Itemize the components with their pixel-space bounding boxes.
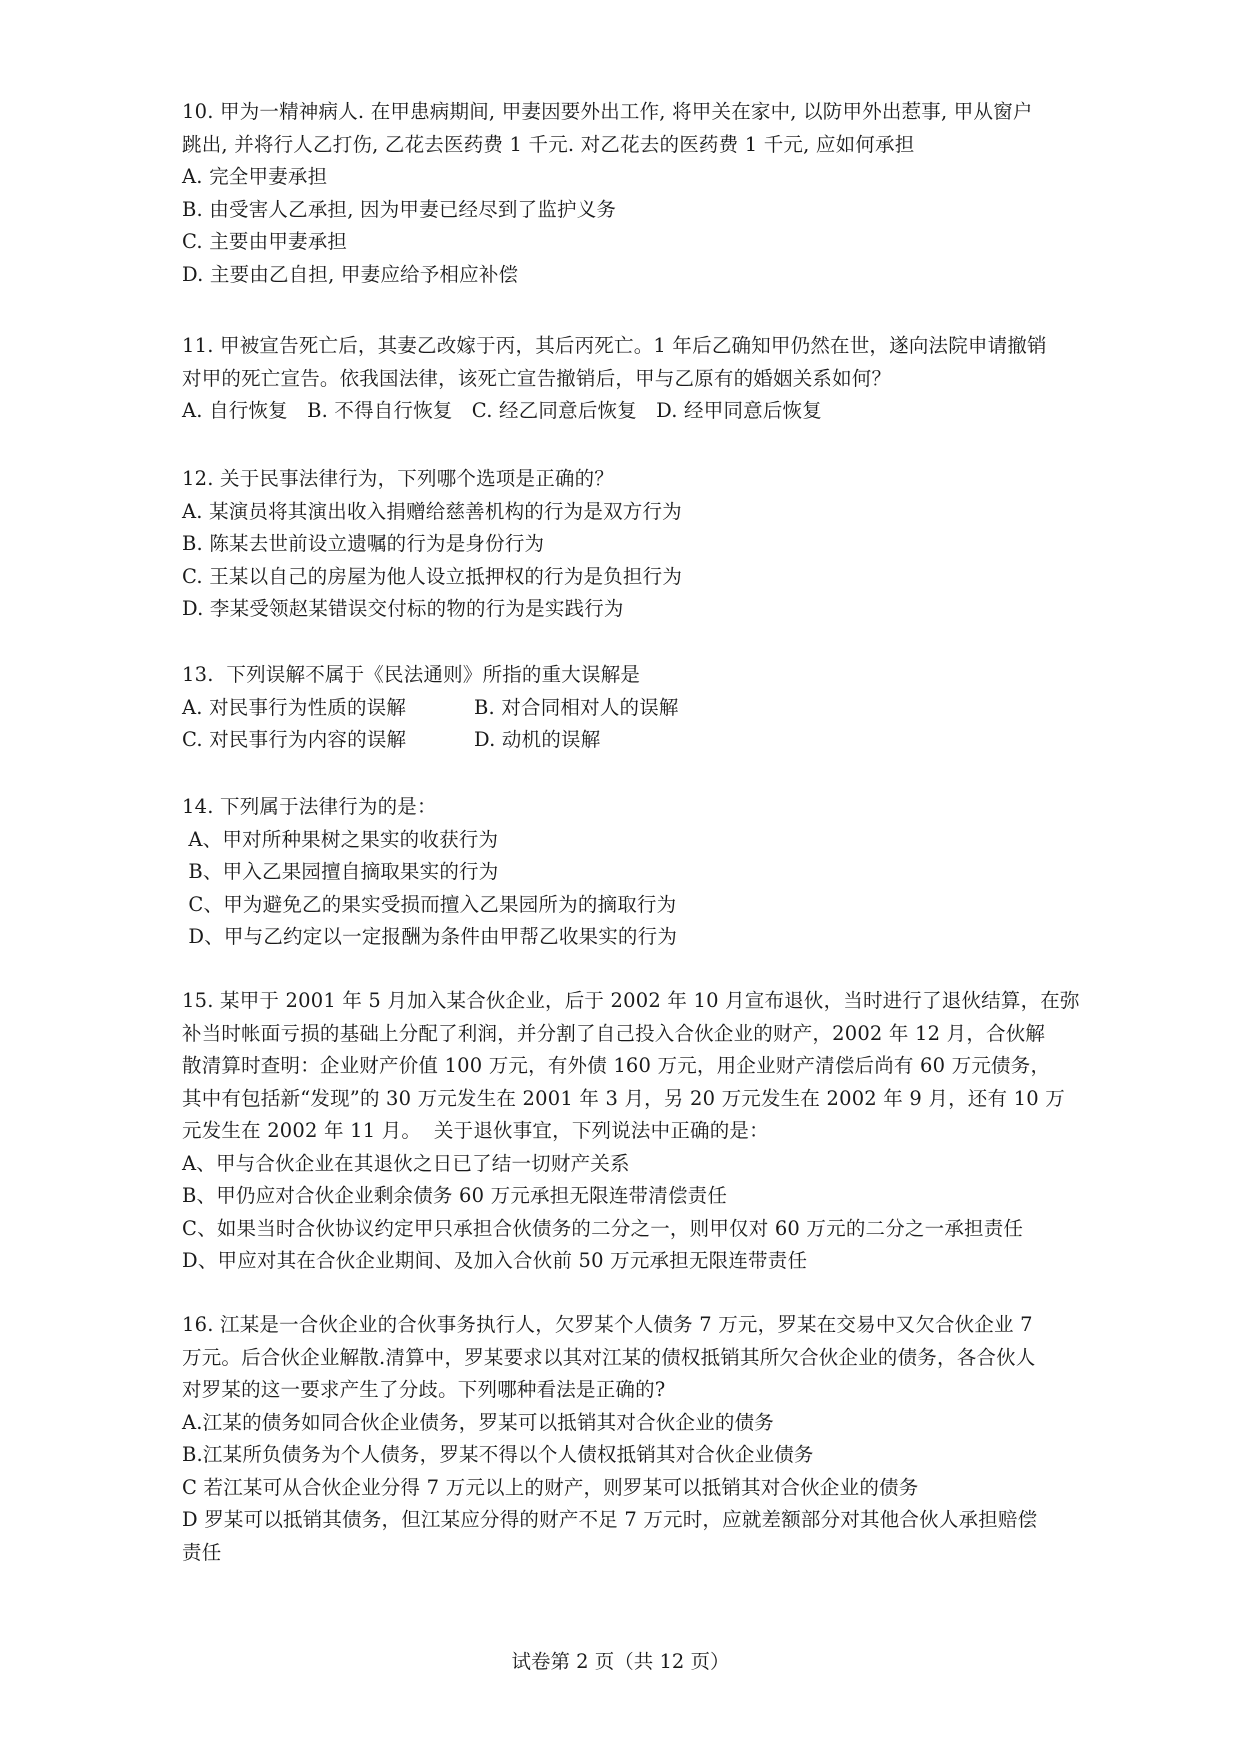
question-16-option-b: B.江某所负债务为个人债务，罗某不得以个人债权抵销其对合伙企业债务 — [182, 1443, 814, 1466]
question-14 — [182, 791, 1132, 954]
question-13-option-b: B. 对合同相对人的误解 — [474, 695, 679, 719]
question-14-stem: 14. 下列属于法律行为的是： — [182, 795, 437, 818]
question-10-stem-line-1: 10. 甲为一精神病人. 在甲患病期间, 甲妻因要外出工作, 将甲关在家中, 以防甲外出惹事, 甲从窗户 — [182, 100, 1033, 123]
question-11-stem-line-1: 11. 甲被宣告死亡后，其妻乙改嫁于丙，其后丙死亡。1 年后乙确知甲仍然在世，遂向法院申请撤销 — [182, 334, 1047, 357]
question-10-option-b: B. 由受害人乙承担, 因为甲妻已经尽到了监护义务 — [182, 197, 617, 221]
question-10 — [182, 96, 1132, 291]
question-15-stem-line-3: 散清算时查明：企业财产价值 100 万元，有外债 160 万元，用企业财产清偿后尚有 60 万元债务， — [182, 1054, 1051, 1077]
question-14-option-a: A、甲对所种果树之果实的收获行为 — [182, 827, 499, 851]
question-16-option-d-line-1: D 罗某可以抵销其债务，但江某应分得的财产不足 7 万元时，应就差额部分对其他合伙人承担赔偿 — [182, 1508, 1038, 1531]
question-10-option-d: D. 主要由乙自担, 甲妻应给予相应补偿 — [182, 262, 519, 286]
question-13-option-a: A. 对民事行为性质的误解 — [182, 695, 407, 719]
page-footer: 试卷第 2 页（共 12 页） — [511, 1650, 730, 1673]
question-16-stem-line-1: 16. 江某是一合伙企业的合伙事务执行人，欠罗某个人债务 7 万元，罗某在交易中又欠合伙企业 7 — [182, 1313, 1033, 1336]
question-11-options: A. 自行恢复 B. 不得自行恢复 C. 经乙同意后恢复 D. 经甲同意后恢复 — [182, 399, 822, 422]
question-14-option-c: C、甲为避免乙的果实受损而擅入乙果园所为的摘取行为 — [182, 892, 677, 916]
question-16-option-a: A.江某的债务如同合伙企业债务，罗某可以抵销其对合伙企业的债务 — [182, 1410, 774, 1434]
question-16-stem-line-3: 对罗某的这一要求产生了分歧。下列哪种看法是正确的? — [182, 1378, 666, 1401]
question-13-option-c: C. 对民事行为内容的误解 — [182, 728, 407, 751]
question-15-stem-line-2: 补当时帐面亏损的基础上分配了利润，并分割了自己投入合伙企业的财产，2002 年 12 月，合伙解 — [182, 1021, 1046, 1045]
question-14-option-b: B、甲入乙果园擅自摘取果实的行为 — [182, 860, 499, 883]
question-16-option-c: C 若江某可从合伙企业分得 7 万元以上的财产，则罗某可以抵销其对合伙企业的债务 — [182, 1475, 919, 1499]
question-15 — [182, 985, 1132, 1278]
question-13 — [182, 659, 1132, 757]
question-13-stem: 13. 下列误解不属于《民法通则》所指的重大误解是 — [182, 663, 641, 686]
question-11-stem-line-2: 对甲的死亡宣告。依我国法律，该死亡宣告撤销后，甲与乙原有的婚姻关系如何？ — [182, 366, 892, 390]
question-11 — [182, 330, 1132, 428]
question-16-option-d-line-2: 责任 — [182, 1540, 222, 1564]
question-12-option-b: B. 陈某去世前设立遗嘱的行为是身份行为 — [182, 532, 545, 555]
question-15-option-b: B、甲仍应对合伙企业剩余债务 60 万元承担无限连带清偿责任 — [182, 1184, 728, 1207]
question-10-stem-line-2: 跳出, 并将行人乙打伤, 乙花去医药费 1 千元. 对乙花去的医药费 1 千元, 应如何承担 — [182, 132, 915, 156]
question-12-option-d: D. 李某受领赵某错误交付标的物的行为是实践行为 — [182, 597, 624, 620]
question-15-option-d: D、甲应对其在合伙企业期间、及加入合伙前 50 万元承担无限连带责任 — [182, 1249, 808, 1272]
question-12-option-c: C. 王某以自己的房屋为他人设立抵押权的行为是负担行为 — [182, 564, 683, 588]
question-16 — [182, 1309, 1132, 1569]
question-15-stem-line-1: 15. 某甲于 2001 年 5 月加入某合伙企业，后于 2002 年 10 月宣布退伙，当时进行了退伙结算，在弥 — [182, 989, 1080, 1012]
question-13-option-d: D. 动机的误解 — [474, 728, 601, 751]
question-15-stem-line-5: 元发生在 2002 年 11 月。 关于退伙事宜，下列说法中正确的是： — [182, 1119, 769, 1142]
question-15-stem-line-4: 其中有包括新“发现”的 30 万元发生在 2001 年 3 月，另 20 万元发生在 2002 年 9 月，还有 10 万 — [182, 1086, 1065, 1110]
question-10-option-c: C. 主要由甲妻承担 — [182, 230, 348, 253]
question-14-option-d: D、甲与乙约定以一定报酬为条件由甲帮乙收果实的行为 — [182, 925, 678, 948]
question-15-option-c: C、如果当时合伙协议约定甲只承担合伙债务的二分之一，则甲仅对 60 万元的二分之一承担责任 — [182, 1216, 1024, 1240]
question-10-option-a: A. 完全甲妻承担 — [182, 165, 328, 188]
question-12 — [182, 463, 1132, 626]
question-12-option-a: A. 某演员将其演出收入捐赠给慈善机构的行为是双方行为 — [182, 499, 682, 523]
question-12-stem: 12. 关于民事法律行为，下列哪个选项是正确的？ — [182, 467, 615, 490]
question-15-option-a: A、甲与合伙企业在其退伙之日已了结一切财产关系 — [182, 1151, 630, 1175]
question-16-stem-line-2: 万元。后合伙企业解散.清算中，罗某要求以其对江某的债权抵销其所欠合伙企业的债务，各合伙人 — [182, 1345, 1036, 1369]
